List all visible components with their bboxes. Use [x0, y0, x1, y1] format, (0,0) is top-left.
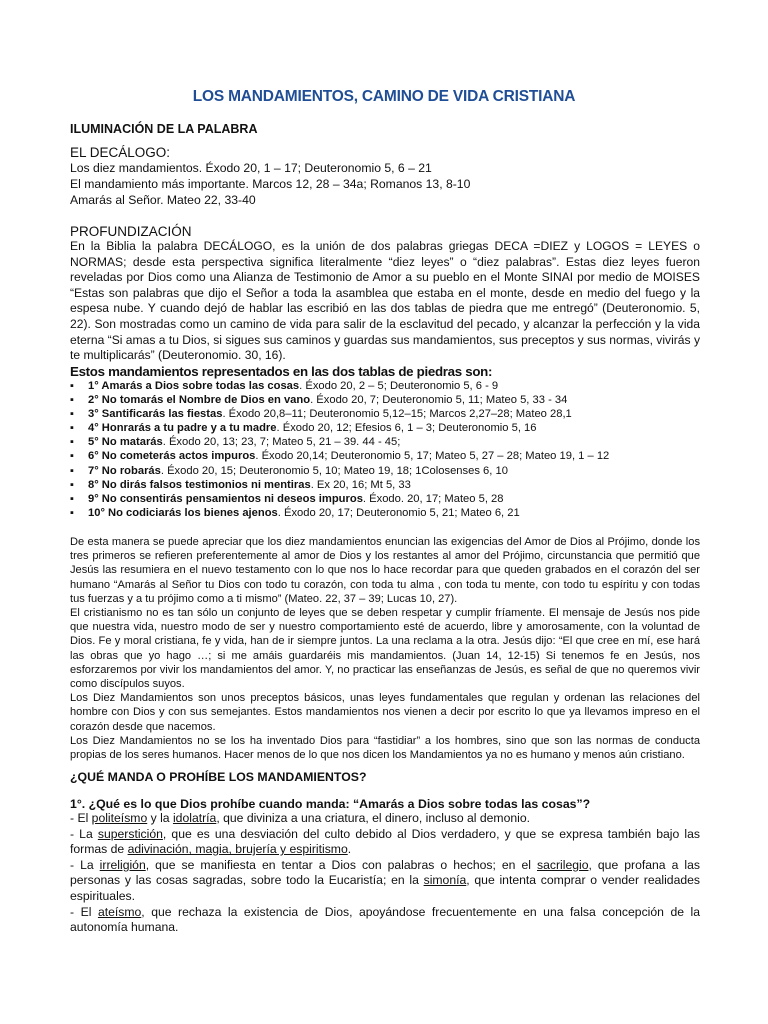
- commandment-refs: . Éxodo 20, 13; 23, 7; Mateo 5, 21 – 39. 44 - 45;: [162, 436, 401, 449]
- paragraph: De esta manera se puede apreciar que los diez mandamientos enuncian las exigencias del Amor de Dios al Prójimo, donde los tres primeros se refieren preferentemente al amor de Dios y los restantes al amor del Prójimo, circunstancia que permitió que Jesús las resumiera en el nuevo testamento con lo que nos lo hace recordar para que queden grabados en el corazón del ser humano “Amarás al Señor tu Dios con todo tu corazón, con toda tu alma , con toda tu mente, con todo tu espíritu y con todas tus fuerzas y a tu prójimo como a ti mismo” (Mateo. 22, 37 – 39; Lucas 10, 27).: [70, 536, 700, 605]
- commandment-name: 4° Honrarás a tu padre y a tu madre: [88, 422, 277, 435]
- commandment-refs: . Éxodo. 20, 17; Mateo 5, 28: [362, 492, 504, 505]
- commandment-refs: . Éxodo 20, 2 – 5; Deuteronomio 5, 6 - 9: [299, 380, 499, 392]
- commandment-refs: . Ex 20, 16; Mt 5, 33: [310, 478, 411, 491]
- paragraph: Los Diez Mandamientos no se los ha inventado Dios para “fastidiar” a los hombres, sino que son las normas de conducta propias de los seres humanos. Hacer menos de lo que nos dicen los Mandamientos ya no es humano y menos aún cristiano.: [70, 734, 700, 762]
- que-manda-section: [70, 770, 700, 784]
- commandments-list: [70, 379, 700, 520]
- answer-politeismo: - El politeísmo y la idolatría, que diviniza a una criatura, el dinero, incluso al demonio.: [70, 811, 531, 825]
- page-title: LOS MANDAMIENTOS, CAMINO DE VIDA CRISTIANA: [192, 88, 576, 105]
- commandment-refs: . Éxodo 20, 17; Deuteronomio 5, 21; Mateo 6, 21: [277, 506, 520, 519]
- answer-irreligion: - La irreligión, que se manifiesta en tentar a Dios con palabras o hechos; en el sacrilegio, que profana a las personas y las cosas sagradas, sobre todo la Eucaristía; en la simonía, que intenta comprar o vender realidades espirituales.: [70, 857, 700, 903]
- commandment-name: 8° No dirás falsos testimonios ni mentiras: [88, 478, 311, 491]
- decalogo-block: [70, 145, 700, 208]
- commandment-name: 1° Amarás a Dios sobre todas las cosas: [88, 380, 300, 392]
- commandment-refs: . Éxodo 20, 15; Deuteronomio 5, 10; Mateo 19, 18; 1Colosenses 6, 10: [160, 464, 508, 477]
- decalogo-label: EL DECÁLOGO:: [70, 145, 171, 160]
- commandment-refs: . Éxodo 20, 12; Efesios 6, 1 – 3; Deuteronomio 5, 16: [276, 422, 537, 435]
- question-block: [70, 797, 700, 936]
- commandment-refs: . Éxodo 20,14; Deuteronomio 5, 17; Mateo 5, 27 – 28; Mateo 19, 1 – 12: [255, 450, 610, 463]
- list-item: [70, 421, 700, 435]
- profundizacion-section: [70, 224, 700, 364]
- tablas-heading: Estos mandamientos representados en las dos tablas de piedras son:: [70, 364, 493, 379]
- commandment-name: 9° No consentirás pensamientos ni deseos impuros: [88, 492, 363, 505]
- answer-ateismo: - El ateísmo, que rechaza la existencia de Dios, apoyándose frecuentemente en una falsa concepción de la autonomía humana.: [70, 904, 701, 935]
- answer-supersticion: - La superstición, que es una desviación del culto debido al Dios verdadero, y que se expresa también bajo las formas de adivinación, magia, brujería y espiritismo.: [70, 826, 700, 857]
- list-item: [70, 393, 700, 407]
- paragraph: Los Diez Mandamientos son unos preceptos básicos, unas leyes fundamentales que regulan y ordenan las relaciones del hombre con Dios y con sus semejantes. Estos mandamientos nos vienen a decir por escrito lo que ya llevamos impreso en el corazón desde que nacemos.: [70, 692, 700, 733]
- list-item: [70, 478, 700, 492]
- commandment-name: 10° No codiciarás los bienes ajenos: [88, 506, 278, 519]
- list-item: [70, 435, 700, 449]
- commandment-refs: . Éxodo 20, 7; Deuteronomio 5, 11; Mateo 5, 33 - 34: [310, 394, 568, 407]
- iluminacion-section: [70, 122, 700, 136]
- commandment-name: 3° Santificarás las fiestas: [88, 408, 223, 421]
- profundizacion-heading: PROFUNDIZACIÓN: [70, 224, 192, 239]
- commandment-refs: . Éxodo 20,8–11; Deuteronomio 5,12–15; Marcos 2,27–28; Mateo 28,1: [222, 408, 572, 421]
- list-item: [70, 464, 700, 478]
- question-1: 1°. ¿Qué es lo que Dios prohíbe cuando manda: “Amarás a Dios sobre todas las cosas”?: [70, 797, 591, 811]
- paragraph: El cristianismo no es tan sólo un conjunto de leyes que se deben respetar y cumplir fríamente. El mensaje de Jesús nos pide que nuestra vida, nuestro modo de ser y nuestro comportamiento esté de acuerdo, libre y amorosamente, con la voluntad de Dios. Fe y moral cristiana, fe y vida, han de ir siempre juntos. La una reclama a la otra. Jesús dijo: “El que cree en mí, ese hará las obras que yo hago …; si me amáis guardaréis mis mandamientos. (Juan 14, 12-15) Si tenemos fe en Jesús, nos esforzaremos por vivir los mandamientos del amor. Y, no practicar las enseñanzas de Jesús, es señal de que no queremos vivir como discípulos suyos.: [70, 607, 700, 691]
- list-item: [70, 379, 700, 393]
- reference-line: Amarás al Señor. Mateo 22, 33-40: [70, 193, 256, 207]
- iluminacion-heading: ILUMINACIÓN DE LA PALABRA: [70, 122, 258, 136]
- tablas-section: [70, 364, 700, 520]
- list-item: [70, 407, 700, 421]
- que-manda-heading: ¿QUÉ MANDA O PROHÍBE LOS MANDAMIENTOS?: [70, 770, 367, 784]
- profundizacion-text: En la Biblia la palabra DECÁLOGO, es la unión de dos palabras griegas DECA =DIEZ y LOGOS = LEYES o NORMAS; desde esta perspectiva significa literalmente “diez leyes” o “diez palabras”. Estas diez leyes fueron reveladas por Dios como una Alianza de Testimonio de Amor a su pueblo en el Monte SINAI por medio de MOISES “Estas son palabras que dijo el Señor a toda la asamblea que estaba en el monte, desde en medio del fuego y la espesa nube. Y cuando dejó de hablar las escribió en las dos tablas de piedra que me entregó” (Deuteronomio. 5, 22). Son mostradas como un camino de vida para salir de la esclavitud del pecado, y alcanzar la perfección y la vida eterna “Si amas a tu Dios, si sigues sus caminos y guardas sus mandamientos, sus preceptos y sus normas, vivirás y te multiplicarás” (Deuteronomio. 30, 16).: [70, 239, 700, 363]
- commandment-name: 2° No tomarás el Nombre de Dios en vano: [88, 394, 311, 407]
- commandment-name: 5° No matarás: [88, 436, 163, 449]
- list-item: [70, 449, 700, 463]
- commandment-name: 6° No cometerás actos impuros: [88, 450, 256, 463]
- explanation-section: [70, 535, 700, 762]
- list-item: [70, 506, 700, 520]
- list-item: [70, 492, 700, 506]
- commandment-name: 7° No robarás: [88, 464, 161, 477]
- reference-line: El mandamiento más importante. Marcos 12, 28 – 34a; Romanos 13, 8-10: [70, 177, 471, 191]
- reference-line: Los diez mandamientos. Éxodo 20, 1 – 17; Deuteronomio 5, 6 – 21: [70, 161, 432, 175]
